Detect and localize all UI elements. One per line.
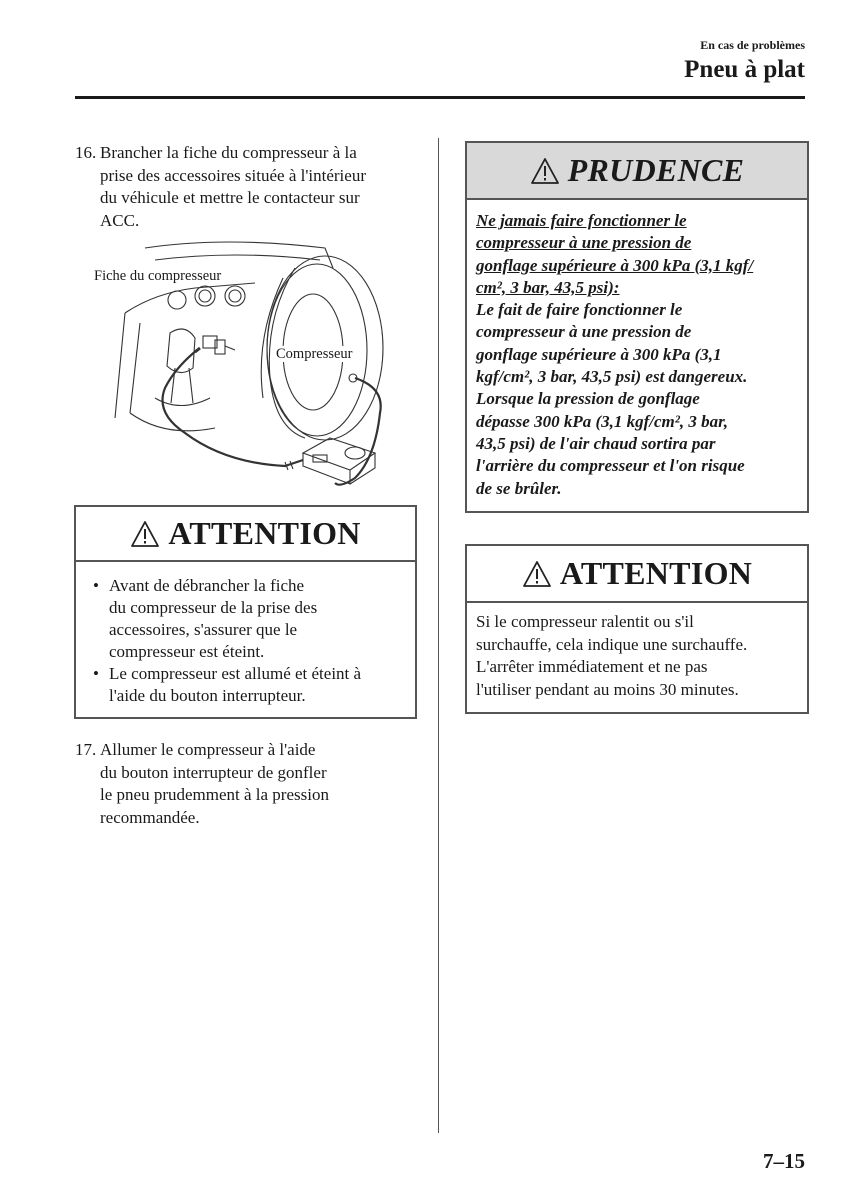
step-line: Brancher la fiche du compresseur à la: [100, 143, 357, 162]
step-line: du bouton interrupteur de gonfler: [100, 762, 327, 782]
prudence-line: de se brûler.: [476, 478, 562, 498]
attention-line: L'arrêter immédiatement et ne pas: [476, 657, 708, 676]
list-item: [76, 575, 415, 663]
bullet-line: Le compresseur est allumé et éteint à: [109, 664, 362, 683]
prudence-line: dépasse 300 kPa (3,1 kgf/cm², 3 bar,: [476, 411, 729, 431]
bullet-line: du compresseur de la prise des: [109, 598, 318, 617]
prudence-line: gonflage supérieure à 300 kPa (3,1: [476, 344, 722, 364]
step-line: du véhicule et mettre le contacteur sur: [100, 188, 360, 207]
attention-header: [76, 507, 415, 562]
prudence-heading-line: compresseur à une pression de: [476, 233, 692, 253]
step-16: [75, 142, 420, 232]
prudence-heading-line: Ne jamais faire fonctionner le: [476, 211, 687, 230]
bullet-line: Avant de débrancher la fiche: [109, 576, 305, 595]
prudence-line: Lorsque la pression de gonflage: [476, 389, 700, 409]
attention-bullet-list: [76, 562, 415, 707]
prudence-heading-line: cm², 3 bar, 43,5 psi):: [476, 277, 620, 297]
prudence-line: compresseur à une pression de: [476, 322, 692, 342]
bullet-dot: •: [93, 664, 99, 683]
attention-box-right: [465, 544, 809, 714]
warning-triangle-icon: [130, 520, 160, 548]
step-line: recommandée.: [100, 807, 200, 827]
step-line: Allumer le compresseur à l'aide: [100, 740, 316, 759]
bullet-line: l'aide du bouton interrupteur.: [109, 686, 306, 705]
attention-title: ATTENTION: [559, 555, 753, 591]
prudence-header: [467, 143, 807, 200]
page-title: Pneu à plat: [684, 56, 805, 83]
warning-triangle-icon: [522, 560, 552, 588]
page-number: 7–15: [763, 1149, 805, 1173]
attention-header: [467, 546, 807, 603]
prudence-body: [467, 200, 807, 508]
step-17: [75, 739, 420, 829]
step-line: le pneu prudemment à la pression: [100, 785, 329, 804]
step-number: 17.: [75, 740, 97, 759]
column-divider: [438, 138, 439, 1133]
step-line: ACC.: [100, 210, 140, 230]
attention-title: ATTENTION: [168, 515, 361, 551]
step-number: 16.: [75, 143, 97, 162]
prudence-line: 43,5 psi) de l'air chaud sortira par: [476, 433, 716, 453]
warning-triangle-icon: [530, 157, 560, 185]
attention-line: l'utiliser pendant au moins 30 minutes.: [476, 679, 739, 699]
label-compressor-plug: Fiche du compresseur: [94, 268, 222, 284]
attention-body: [467, 603, 807, 709]
running-header-section: En cas de problèmes: [700, 38, 805, 52]
prudence-heading-line: gonflage supérieure à 300 kPa (3,1 kgf/: [476, 255, 754, 275]
step-line: prise des accessoires située à l'intérieur: [100, 165, 366, 185]
attention-line: surchauffe, cela indique une surchauffe.: [476, 634, 748, 654]
attention-line: Si le compresseur ralentit ou s'il: [476, 612, 694, 631]
label-compressor: Compresseur: [276, 346, 353, 362]
attention-box-left: [74, 505, 417, 719]
header-rule: [75, 96, 805, 99]
prudence-box: [465, 141, 809, 513]
compressor-connection-illustration: [85, 238, 415, 496]
list-item: [76, 663, 415, 707]
bullet-line: compresseur est éteint.: [109, 642, 265, 661]
prudence-line: l'arrière du compresseur et l'on risque: [476, 456, 745, 476]
bullet-dot: •: [93, 576, 99, 595]
prudence-line: kgf/cm², 3 bar, 43,5 psi) est dangereux.: [476, 367, 748, 387]
prudence-line: Le fait de faire fonctionner le: [476, 300, 683, 320]
bullet-line: accessoires, s'assurer que le: [109, 620, 298, 639]
prudence-title: PRUDENCE: [567, 152, 745, 188]
